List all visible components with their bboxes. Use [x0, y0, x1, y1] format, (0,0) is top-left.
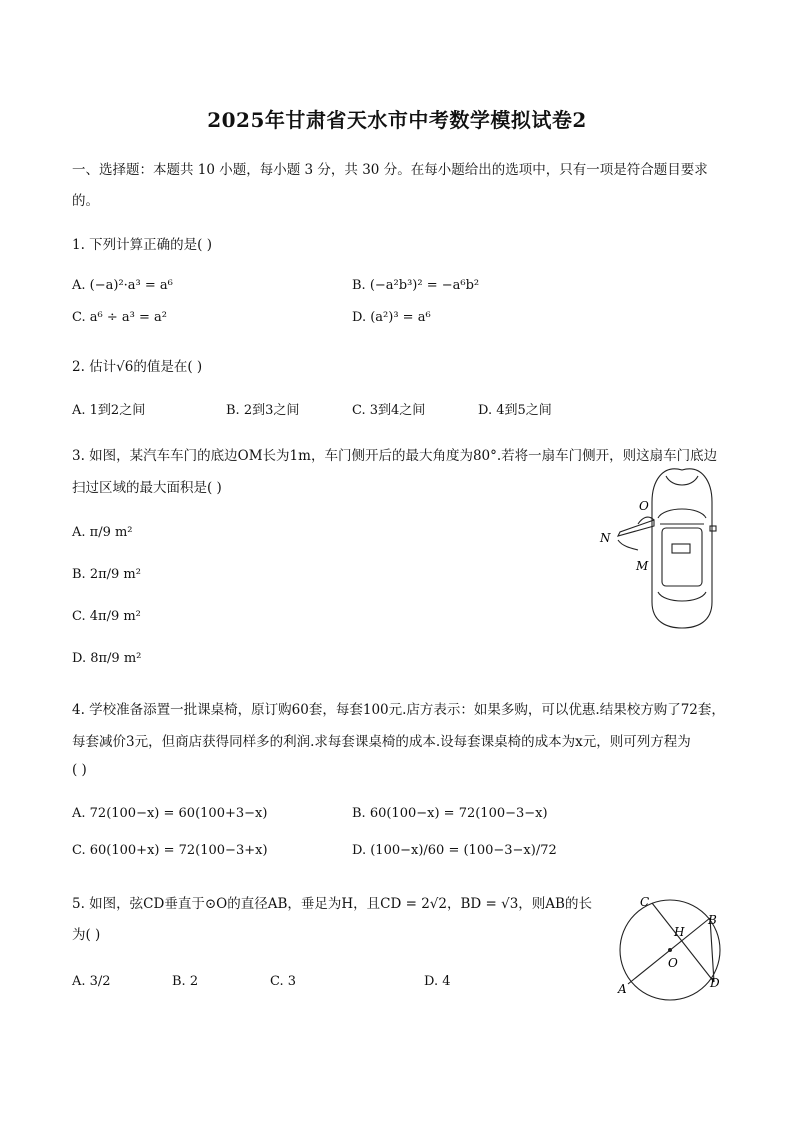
question-4-option-b: B. 60(100−x) = 72(100−3−x) [352, 806, 548, 821]
question-5-stem-line-2: 为( ) [72, 927, 101, 943]
question-1-stem: 1. 下列计算正确的是( ) [72, 237, 212, 253]
figure-label-a: A [618, 982, 627, 996]
question-3-option-b: B. 2π/9 m² [72, 567, 141, 582]
question-2-stem: 2. 估计√6的值是在( ) [72, 359, 203, 375]
figure-label-b: B [708, 913, 717, 927]
question-5-stem-line-1: 5. 如图，弦CD垂直于⊙O的直径AB，垂足为H，且CD = 2√2，BD = √3，则AB的长 [72, 896, 592, 912]
center-point [668, 948, 672, 952]
car-door-figure [592, 462, 726, 632]
question-2-option-d: D. 4到5之间 [478, 403, 552, 418]
question-3-stem-line-2: 扫过区域的最大面积是( ) [72, 480, 222, 496]
question-3-option-c: C. 4π/9 m² [72, 609, 141, 624]
question-4-option-c: C. 60(100+x) = 72(100−3+x) [72, 843, 268, 858]
figure-label-o: O [668, 956, 678, 970]
question-2-option-a: A. 1到2之间 [72, 403, 146, 418]
question-3-option-a: A. π/9 m² [72, 525, 133, 540]
question-4-stem-line-3: ( ) [72, 762, 87, 778]
section-heading-line-1: 一、选择题：本题共 10 小题，每小题 3 分，共 30 分。在每小题给出的选项中，只有一项是符合题目要求 [72, 162, 708, 178]
circle-chord-figure [610, 890, 728, 1008]
question-5-option-c: C. 3 [270, 974, 297, 989]
figure-label-m: M [636, 559, 649, 573]
figure-label-h: H [674, 925, 685, 939]
question-3-option-d: D. 8π/9 m² [72, 651, 142, 666]
question-4-option-d: D. (100−x)/60 = (100−3−x)/72 [352, 843, 557, 858]
question-1-option-a: A. (−a)²·a³ = a⁶ [72, 278, 173, 293]
figure-label-d: D [710, 976, 720, 990]
question-5-option-b: B. 2 [172, 974, 199, 989]
question-5-option-a: A. 3/2 [72, 974, 111, 989]
question-1-option-b: B. (−a²b³)² = −a⁶b² [352, 278, 480, 293]
question-4-stem-line-1: 4. 学校准备添置一批课桌椅，原订购60套，每套100元.店方表示：如果多购，可以优惠.结果校方购了72套， [72, 702, 725, 718]
question-2-option-b: B. 2到3之间 [226, 403, 300, 418]
page-title: 2025年甘肃省天水市中考数学模拟试卷2 [207, 108, 587, 132]
figure-label-n: N [600, 531, 611, 545]
question-1-option-c: C. a⁶ ÷ a³ = a² [72, 310, 167, 325]
question-4-option-a: A. 72(100−x) = 60(100+3−x) [72, 806, 268, 821]
figure-label-c: C [640, 895, 650, 909]
figure-label-o: O [639, 499, 649, 513]
question-3-stem-line-1: 3. 如图，某汽车车门的底边OM长为1m，车门侧开后的最大角度为80°.若将一扇车门侧开，则这扇车门底边 [72, 448, 718, 464]
question-2-option-c: C. 3到4之间 [352, 403, 426, 418]
question-5-option-d: D. 4 [424, 974, 451, 989]
section-heading-line-2: 的。 [72, 193, 99, 209]
question-4-stem-line-2: 每套减价3元，但商店获得同样多的利润.求每套课桌椅的成本.设每套课桌椅的成本为x元，则可列方程为 [72, 734, 691, 750]
question-1-option-d: D. (a²)³ = a⁶ [352, 310, 431, 325]
